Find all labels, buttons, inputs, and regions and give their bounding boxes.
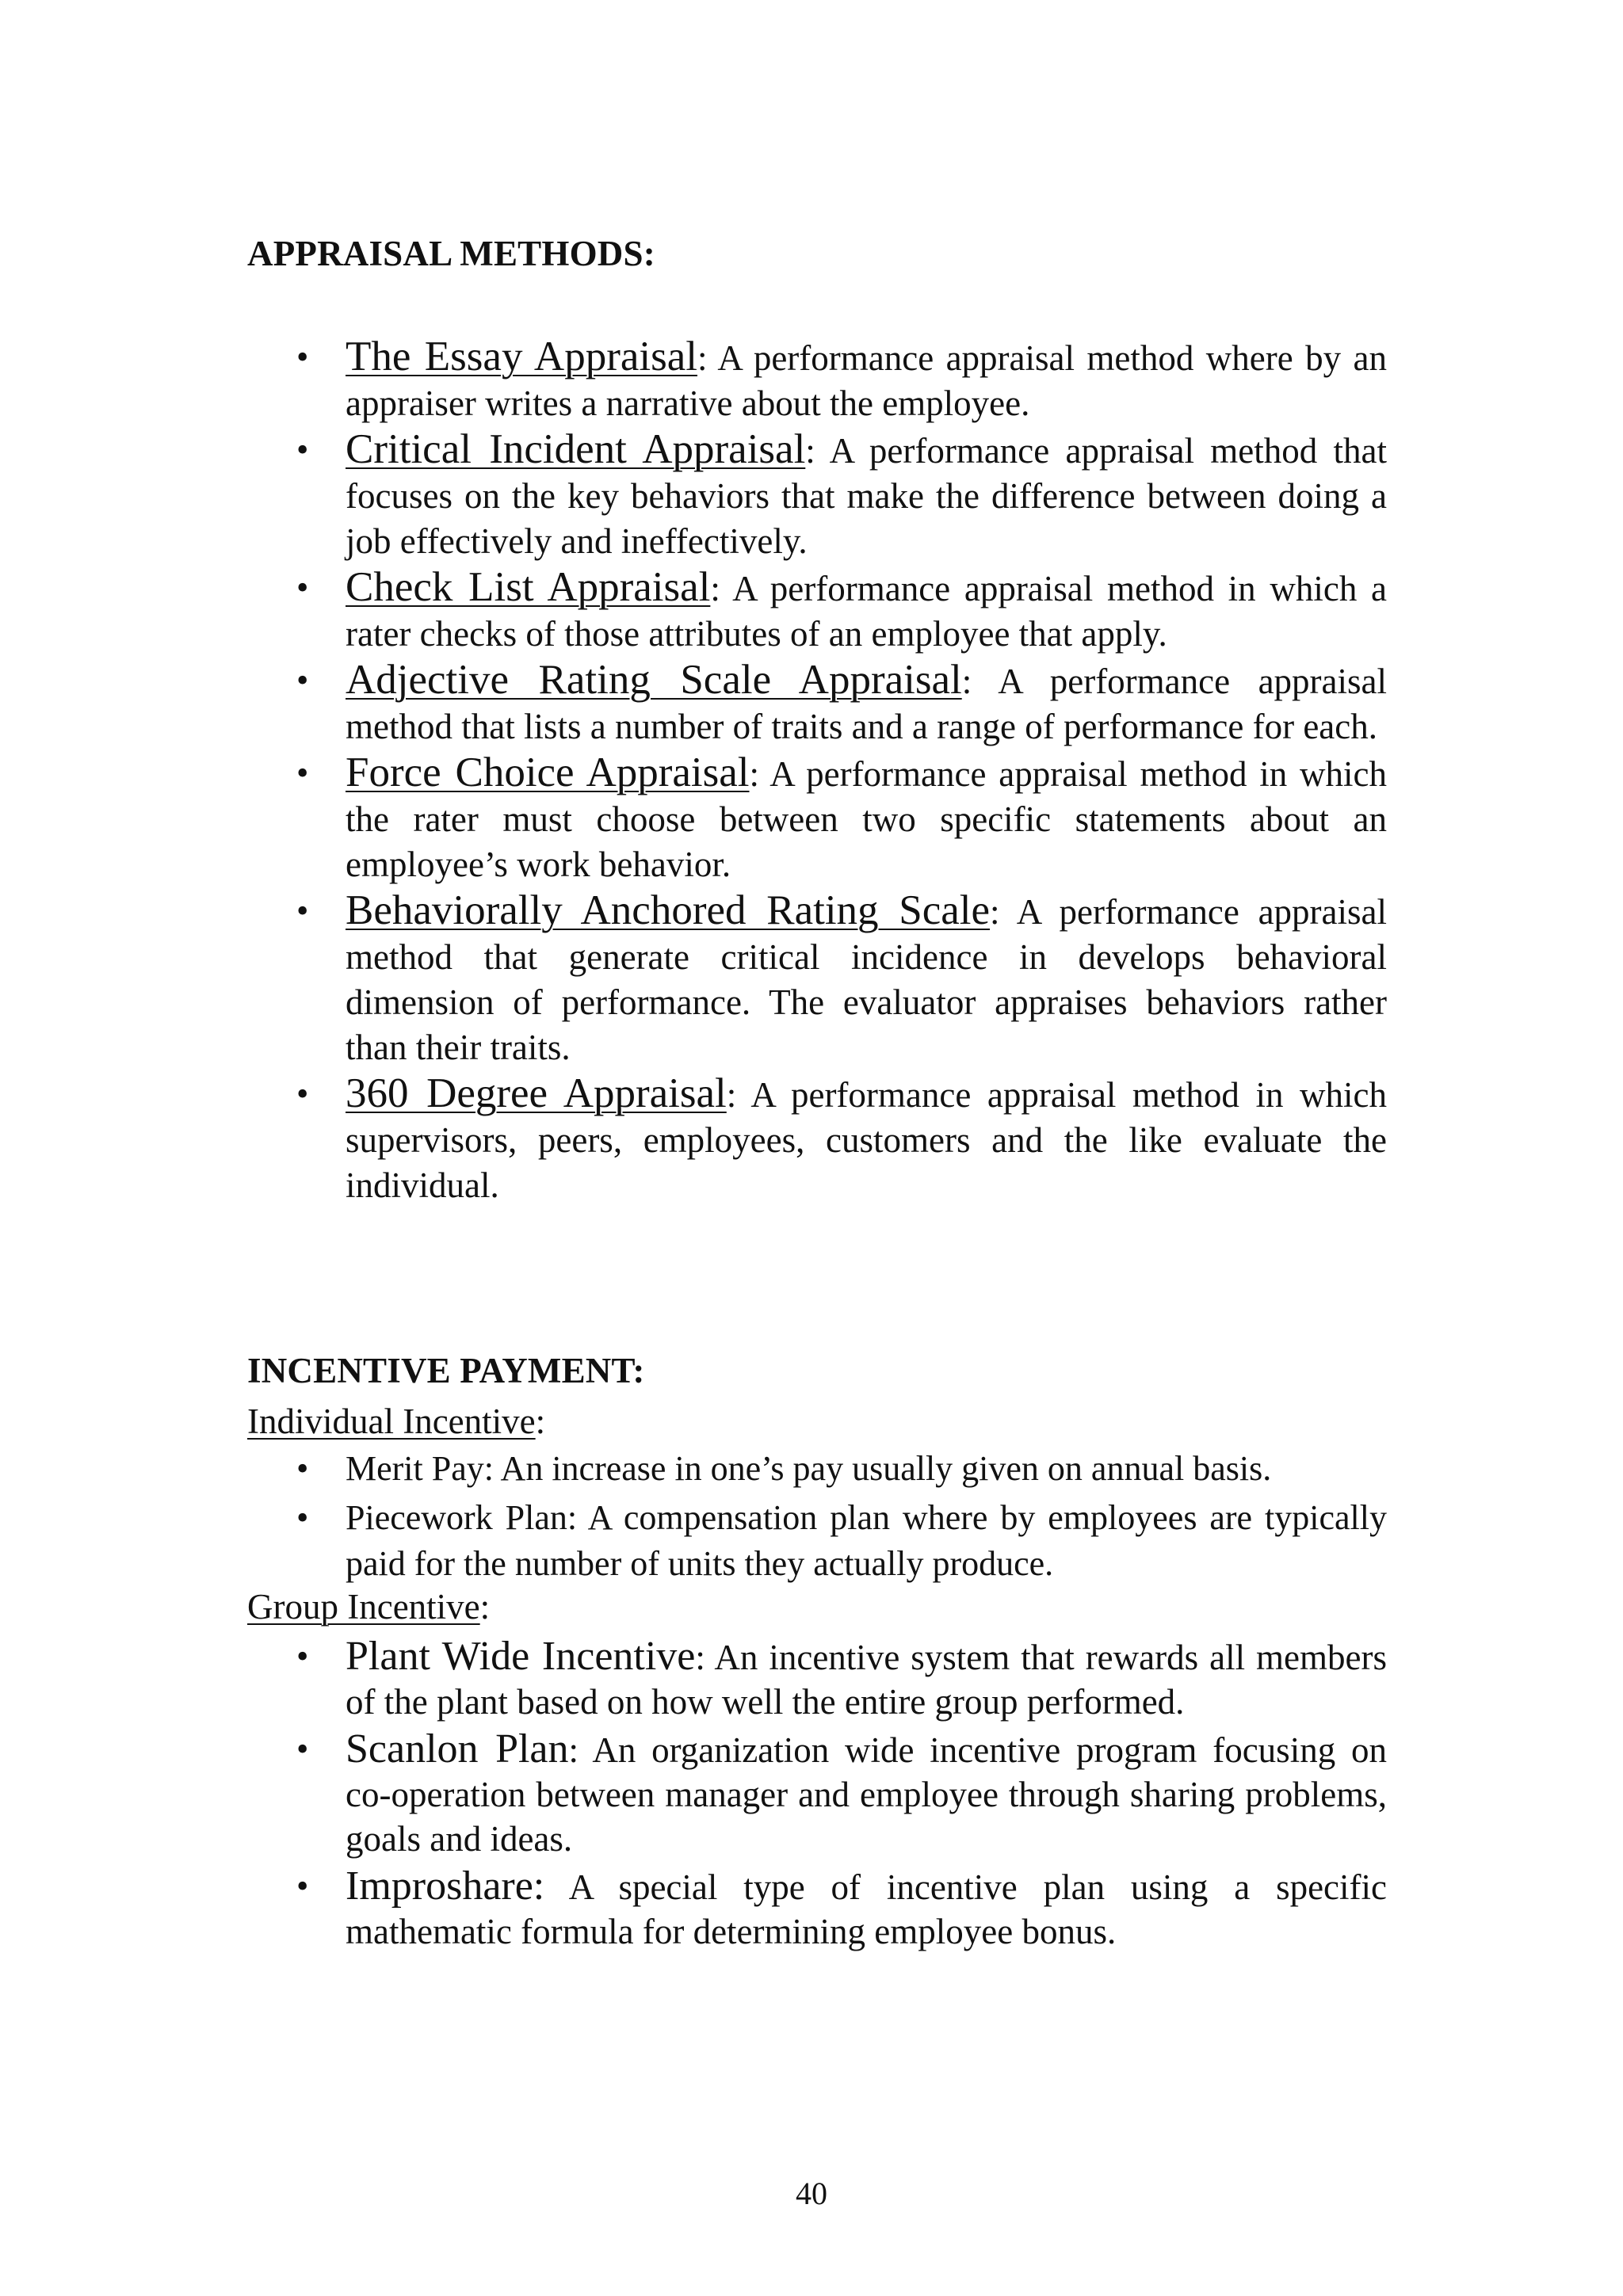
group-incentive-list xyxy=(247,1634,1387,1957)
incentive-term: Improshare: xyxy=(346,1863,545,1909)
incentive-payment-heading: INCENTIVE PAYMENT: xyxy=(247,1351,645,1390)
bullet-icon: • xyxy=(296,430,309,469)
incentive-definition: A special type of incentive plan using a specific mathematic formula for determining employee bonus. xyxy=(346,1867,1387,1951)
bullet-icon: • xyxy=(296,1637,309,1676)
list-item xyxy=(247,1727,1387,1861)
incentive-term: Plant Wide Incentive xyxy=(346,1634,696,1679)
individual-incentive-list xyxy=(247,1446,1387,1590)
bullet-icon: • xyxy=(296,1867,309,1905)
method-term: Adjective Rating Scale Appraisal xyxy=(346,657,962,703)
bullet-icon: • xyxy=(296,1730,309,1768)
incentive-item-text: Piecework Plan: A compensation plan where by employees are typically paid for the number of units they actually produce. xyxy=(346,1498,1387,1583)
appraisal-methods-heading: APPRAISAL METHODS: xyxy=(247,234,655,273)
bullet-icon: • xyxy=(296,1498,309,1537)
list-item xyxy=(247,1446,1387,1492)
method-term: Critical Incident Appraisal xyxy=(346,426,806,472)
method-definition: : A performance appraisal method in which a rater checks of those attributes of an employee that apply. xyxy=(346,569,1387,654)
individual-incentive-label: Individual Incentive xyxy=(247,1402,536,1441)
bullet-icon: • xyxy=(296,661,309,700)
bullet-icon: • xyxy=(296,338,309,376)
bullet-icon: • xyxy=(296,753,309,792)
method-definition: : A performance appraisal method that generate critical incidence in develops behavioral dimension of performance. The evaluator appraises behaviors rather than their traits. xyxy=(346,892,1387,1067)
list-item xyxy=(247,1071,1387,1208)
subheading-colon: : xyxy=(479,1587,491,1627)
appraisal-methods-list xyxy=(247,334,1387,1209)
method-term: Behaviorally Anchored Rating Scale xyxy=(346,887,991,933)
method-definition: : A performance appraisal method in which supervisors, peers, employees, customers and the like evaluate the individual. xyxy=(346,1075,1387,1205)
incentive-term: Scanlon Plan xyxy=(346,1726,569,1772)
method-definition: : A performance appraisal method where by an appraiser writes a narrative about the employee. xyxy=(346,338,1388,423)
list-item xyxy=(247,658,1387,749)
list-item xyxy=(247,1634,1387,1724)
list-item xyxy=(247,888,1387,1070)
bullet-icon: • xyxy=(296,1074,309,1113)
page-number: 40 xyxy=(796,2176,827,2211)
list-item xyxy=(247,1864,1387,1954)
method-term: Force Choice Appraisal xyxy=(346,749,750,795)
method-definition: : A performance appraisal method in which the rater must choose between two specific statements about an employee’s work behavior. xyxy=(346,754,1387,884)
method-term: The Essay Appraisal xyxy=(346,334,697,379)
bullet-icon: • xyxy=(296,891,309,930)
subheading-colon: : xyxy=(535,1402,546,1441)
method-term: Check List Appraisal xyxy=(346,564,711,610)
list-item xyxy=(247,427,1387,564)
list-item xyxy=(247,334,1387,426)
group-incentive-label: Group Incentive xyxy=(247,1587,480,1627)
list-item xyxy=(247,565,1387,657)
individual-incentive-subheading xyxy=(247,1399,545,1444)
group-incentive-subheading xyxy=(247,1585,490,1629)
bullet-icon: • xyxy=(296,1449,309,1488)
incentive-definition: : An organization wide incentive program focusing on co-operation between manager and employee through sharing problems, goals and ideas. xyxy=(346,1730,1387,1859)
incentive-item-text: Merit Pay: An increase in one’s pay usually given on annual basis. xyxy=(346,1449,1272,1488)
method-definition: : A performance appraisal method that focuses on the key behaviors that make the difference between doing a job effectively and ineffectively. xyxy=(346,431,1387,561)
incentive-definition: : An incentive system that rewards all members of the plant based on how well the entire group performed. xyxy=(346,1638,1387,1722)
bullet-icon: • xyxy=(296,568,309,607)
method-term: 360 Degree Appraisal xyxy=(346,1070,727,1116)
method-definition: : A performance appraisal method that lists a number of traits and a range of performance for each. xyxy=(346,662,1387,746)
list-item xyxy=(247,1495,1387,1587)
list-item xyxy=(247,750,1387,887)
